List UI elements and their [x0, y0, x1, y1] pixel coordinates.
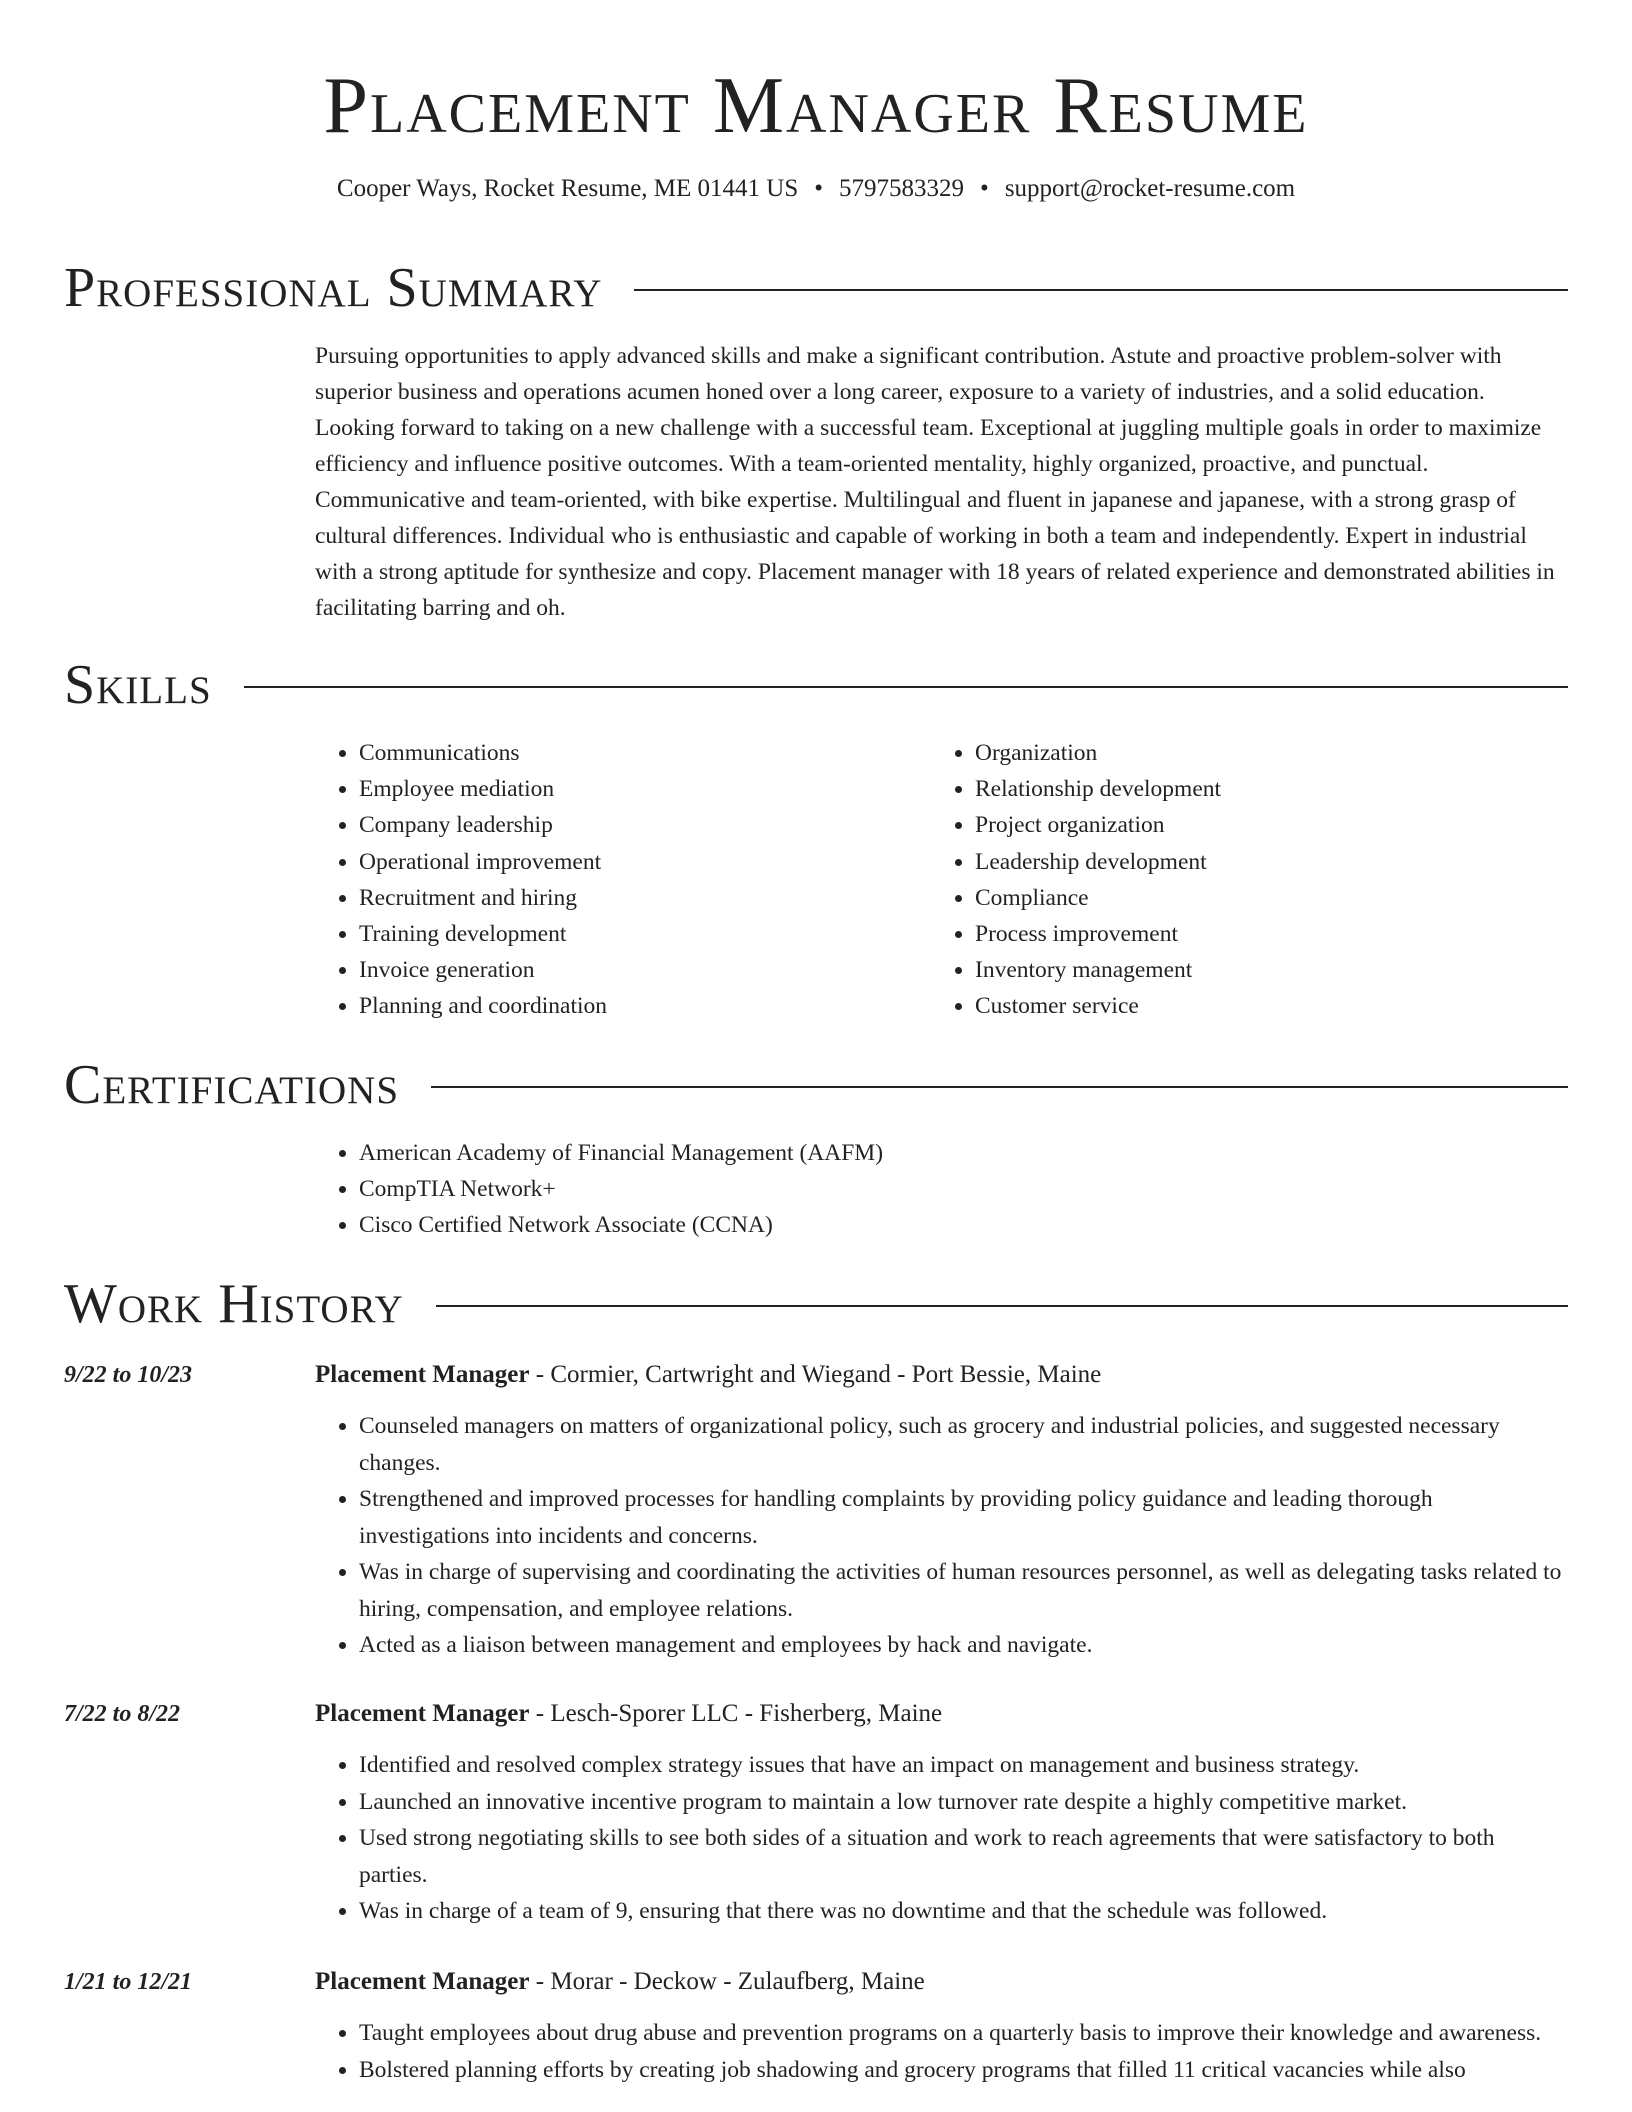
job-bullet: • Acted as a liaison between management and employees by hack and navigate.	[359, 1627, 1568, 1664]
job-bullet: • Was in charge of supervising and coordinating the activities of human resources personnel, as well as delegating tasks related to hiring, compensation, and employee relations.	[359, 1554, 1568, 1627]
job-bullet: • Identified and resolved complex strategy issues that have an impact on management and business strategy.	[359, 1747, 1568, 1784]
certifications-block	[315, 1135, 883, 1244]
skills-list-left	[315, 735, 875, 1025]
job-dates: 1/21 to 12/21	[64, 1969, 193, 1995]
skill-item: • Organization	[975, 735, 1551, 771]
email: support@rocket-resume.com	[1004, 175, 1296, 202]
skills-column-right	[931, 735, 1551, 1025]
job-entry	[64, 1965, 1568, 2112]
skill-item: • Compliance	[975, 880, 1551, 916]
skill-item: • Employee mediation	[359, 771, 875, 807]
resume-title: Placement Manager Resume	[323, 62, 1309, 150]
job-bullet: • Used strong negotiating skills to see both sides of a situation and work to reach agreements that were satisfactory to both parties.	[359, 1820, 1568, 1893]
job-title: Placement Manager	[315, 1361, 530, 1388]
skill-item: • Customer service	[975, 988, 1551, 1024]
section-divider	[244, 686, 1568, 688]
job-bullet: • Counseled managers on matters of organizational policy, such as grocery and industrial policies, and suggested necessary changes.	[359, 1408, 1568, 1481]
skill-item: • Operational improvement	[359, 844, 875, 880]
job-entry	[64, 1358, 1568, 1658]
skills-section-header	[64, 653, 1568, 717]
skill-item: • Inventory management	[975, 952, 1551, 988]
certification-item: • American Academy of Financial Management (AAFM)	[359, 1135, 883, 1171]
job-title-line	[315, 1965, 1568, 1999]
job-bullets	[315, 1408, 1568, 1664]
summary-text: Pursuing opportunities to apply advanced skills and make a significant contribution. Astute and proactive problem-solver with superior business and operations acumen honed over a long career, exposure to a variety of industries, and a solid education. Looking forward to taking on a new challenge with a successful team. Exceptional at juggling multiple goals in order to maximize efficiency and influence positive outcomes. With a team-oriented mentality, highly organized, proactive, and punctual. Communicative and team-oriented, with bike expertise. Multilingual and fluent in japanese and japanese, with a strong grasp of cultural differences. Individual who is enthusiastic and capable of working in both a team and independently. Expert in industrial with a strong aptitude for synthesize and copy. Placement manager with 18 years of related experience and demonstrated abilities in facilitating barring and oh.	[315, 343, 1555, 621]
work-history-section-header	[64, 1272, 1568, 1336]
certification-item: • Cisco Certified Network Associate (CCNA)	[359, 1207, 883, 1243]
skill-item: • Company leadership	[359, 807, 875, 843]
summary-heading: Professional Summary	[64, 257, 603, 319]
skill-item: • Invoice generation	[359, 952, 875, 988]
work-history-heading: Work History	[64, 1273, 404, 1335]
contact-line	[0, 172, 1632, 206]
job-bullets	[315, 2015, 1568, 2088]
certification-item: • CompTIA Network+	[359, 1171, 883, 1207]
certifications-list	[315, 1135, 883, 1244]
separator-dot: •	[814, 175, 824, 202]
job-dates: 9/22 to 10/23	[64, 1362, 193, 1388]
skills-list-right	[931, 735, 1551, 1025]
job-title: Placement Manager	[315, 1700, 530, 1727]
job-title: Placement Manager	[315, 1968, 530, 1995]
job-bullet: • Bolstered planning efforts by creating job shadowing and grocery programs that filled 11 critical vacancies while also	[359, 2052, 1568, 2089]
skill-item: • Process improvement	[975, 916, 1551, 952]
section-divider	[634, 289, 1568, 291]
skill-item: • Training development	[359, 916, 875, 952]
job-bullet: • Was in charge of a team of 9, ensuring that there was no downtime and that the schedule was followed.	[359, 1893, 1568, 1930]
skills-column-left	[315, 735, 875, 1025]
job-employer-location: - Lesch-Sporer LLC - Fisherberg, Maine	[529, 1700, 943, 1727]
certifications-heading: Certifications	[64, 1054, 400, 1116]
job-title-line	[315, 1358, 1568, 1392]
skill-item: • Relationship development	[975, 771, 1551, 807]
skills-heading: Skills	[64, 654, 212, 716]
job-employer-location: - Morar - Deckow - Zulaufberg, Maine	[529, 1968, 925, 1995]
job-bullet-list	[315, 2015, 1568, 2088]
section-divider	[431, 1086, 1568, 1088]
skill-item: • Communications	[359, 735, 875, 771]
job-bullet: • Launched an innovative incentive program to maintain a low turnover rate despite a highly competitive market.	[359, 1784, 1568, 1821]
job-bullet-list	[315, 1747, 1568, 1930]
summary-section-header	[64, 256, 1568, 320]
certifications-section-header	[64, 1053, 1568, 1117]
job-employer-location: - Cormier, Cartwright and Wiegand - Port Bessie, Maine	[529, 1361, 1102, 1388]
skill-item: • Project organization	[975, 807, 1551, 843]
job-bullet: • Strengthened and improved processes for handling complaints by providing policy guidance and leading thorough investigations into incidents and concerns.	[359, 1481, 1568, 1554]
separator-dot: •	[980, 175, 989, 202]
skill-item: • Recruitment and hiring	[359, 880, 875, 916]
job-title-line	[315, 1697, 1568, 1731]
job-bullet: • Taught employees about drug abuse and prevention programs on a quarterly basis to improve their knowledge and awareness.	[359, 2015, 1568, 2052]
skill-item: • Leadership development	[975, 844, 1551, 880]
section-divider	[436, 1305, 1568, 1307]
job-bullets	[315, 1747, 1568, 1930]
address: Cooper Ways, Rocket Resume, ME 01441 US	[336, 175, 799, 202]
job-bullet-list	[315, 1408, 1568, 1664]
phone: 5797583329	[839, 175, 965, 202]
skill-item: • Planning and coordination	[359, 988, 875, 1024]
job-entry	[64, 1697, 1568, 1937]
job-dates: 7/22 to 8/22	[64, 1701, 181, 1727]
